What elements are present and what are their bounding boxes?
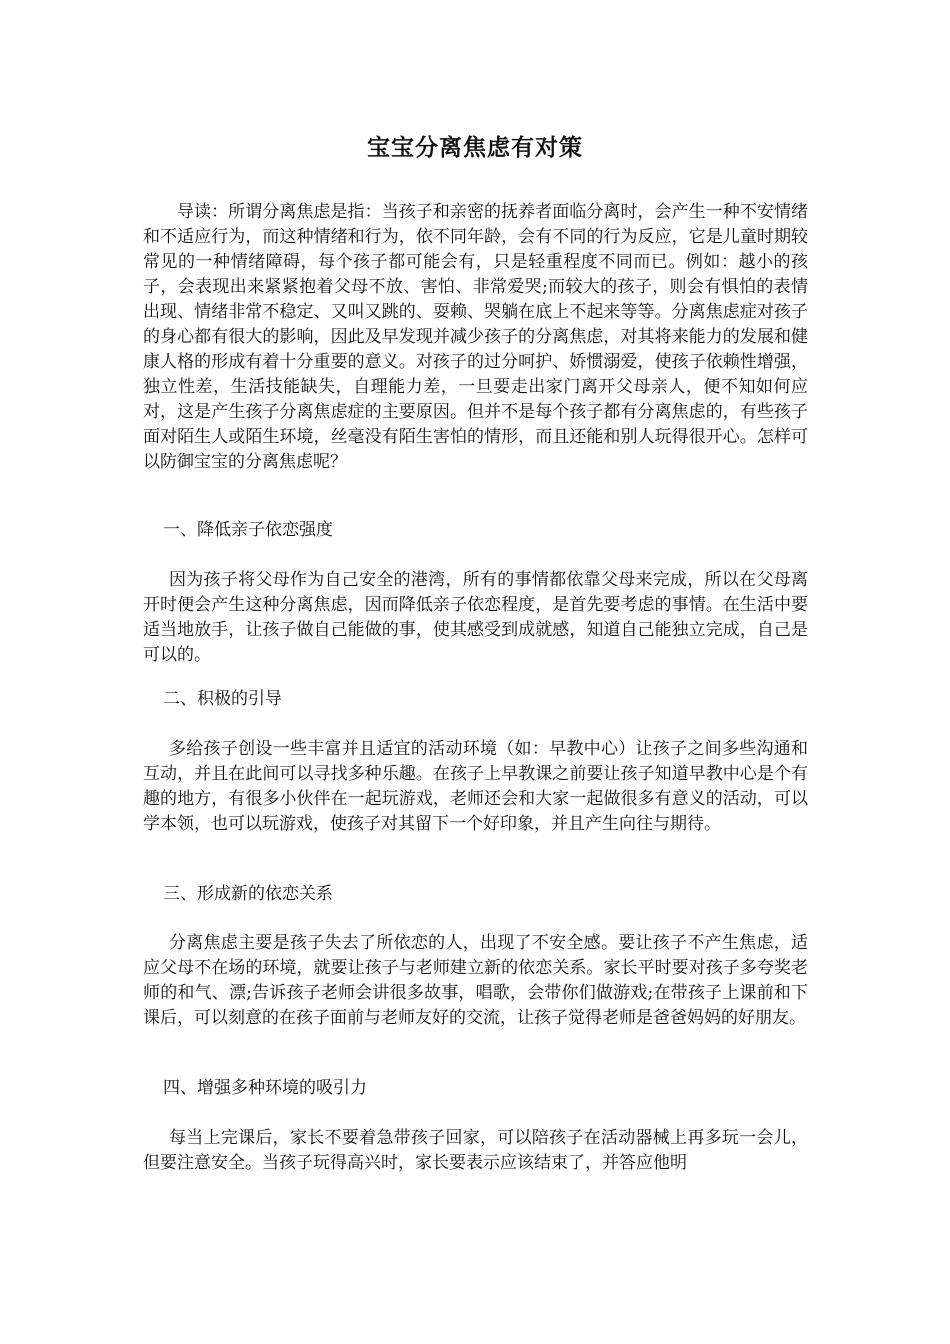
section-paragraph-3: 分离焦虑主要是孩子失去了所依恋的人，出现了不安全感。要让孩子不产生焦虑，适应父母不在场的环境，就要让孩子与老师建立新的依恋关系。家长平时要对孩子多夸奖老师的和气、漂;告诉孩子老师会讲很多故事，唱歌，会带你们做游戏;在带孩子上课前和下课后，可以刻意的在孩子面前与老师友好的交流，让孩子觉得老师是爸爸妈妈的好朋友。 <box>143 933 808 1028</box>
section-heading-4: 四、增强多种环境的吸引力 <box>163 1078 367 1098</box>
intro-paragraph: 导读：所谓分离焦虑是指：当孩子和亲密的抚养者面临分离时，会产生一种不安情绪和不适应行为，而这种情绪和行为，依不同年龄，会有不同的行为反应，它是儿童时期较常见的一种情绪障碍，每个孩子都可能会有，只是轻重程度不同而已。例如：越小的孩子，会表现出来紧紧抱着父母不放、害怕、非常爱哭;而较大的孩子，则会有惧怕的表情出现、情绪非常不稳定、又叫又跳的、耍赖、哭躺在底上不起来等等。分离焦虑症对孩子的身心都有很大的影响，因此及早发现并减少孩子的分离焦虑，对其将来能力的发展和健康人格的形成有着十分重要的意义。对孩子的过分呵护、娇惯溺爱，使孩子依赖性增强，独立性差，生活技能缺失，自理能力差，一旦要走出家门离开父母亲人，便不知如何应对，这是产生孩子分离焦虑症的主要原因。但并不是每个孩子都有分离焦虑的，有些孩子面对陌生人或陌生环境，丝毫没有陌生害怕的情形，而且还能和别人玩得很开心。怎样可以防御宝宝的分离焦虑呢？ <box>143 202 808 472</box>
section-paragraph-1: 因为孩子将父母作为自己安全的港湾，所有的事情都依靠父母来完成，所以在父母离开时便会产生这种分离焦虑，因而降低亲子依恋程度，是首先要考虑的事情。在生活中要适当地放手，让孩子做自己能做的事，使其感受到成就感，知道自己能独立完成，自己是可以的。 <box>143 570 808 665</box>
section-heading-1: 一、降低亲子依恋强度 <box>163 520 333 540</box>
section-heading-2: 二、积极的引导 <box>163 689 282 709</box>
document-title: 宝宝分离焦虑有对策 <box>367 134 583 161</box>
section-heading-3: 三、形成新的依恋关系 <box>163 884 333 904</box>
section-paragraph-2: 多给孩子创设一些丰富并且适宜的活动环境（如：早教中心）让孩子之间多些沟通和互动，并且在此间可以寻找多种乐趣。在孩子上早教课之前要让孩子知道早教中心是个有趣的地方，有很多小伙伴在一起玩游戏，老师还会和大家一起做很多有意义的活动，可以学本领，也可以玩游戏，使孩子对其留下一个好印象，并且产生向往与期待。 <box>143 739 808 834</box>
section-paragraph-4: 每当上完课后，家长不要着急带孩子回家，可以陪孩子在活动器械上再多玩一会儿，但要注意安全。当孩子玩得高兴时，家长要表示应该结束了，并答应他明 <box>143 1128 808 1173</box>
